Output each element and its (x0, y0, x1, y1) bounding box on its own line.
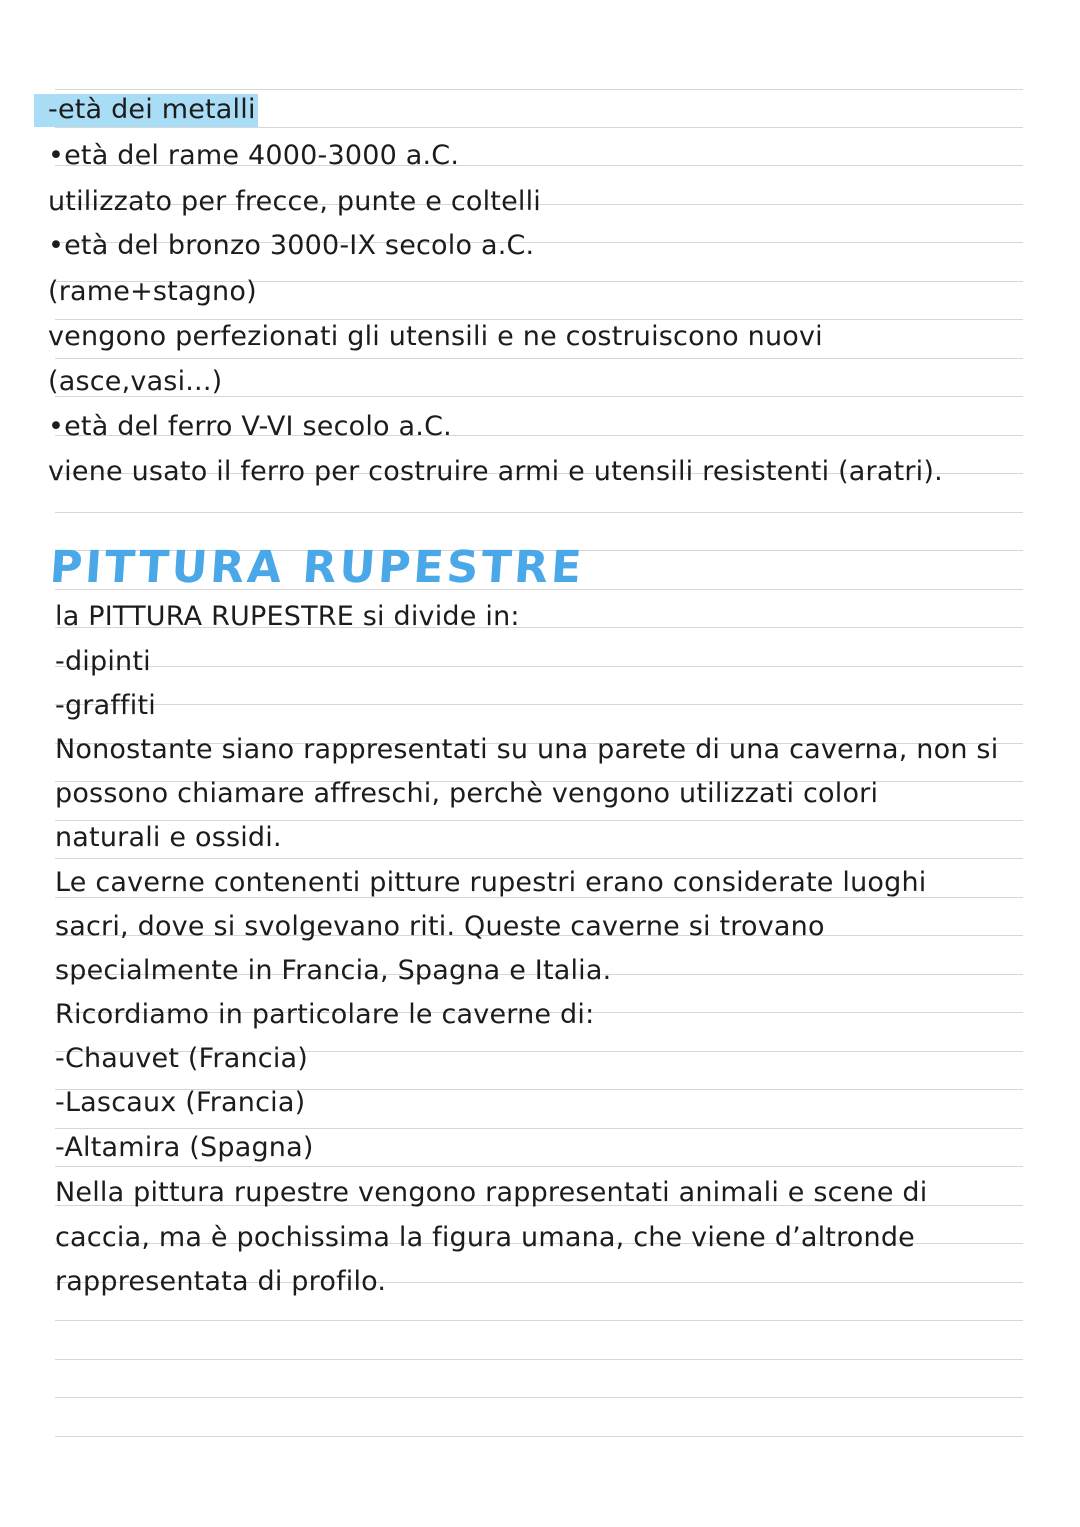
section-heading-pittura-rupestre: PITTURA RUPESTRE (48, 542, 587, 593)
metals-line: utilizzato per frecce, punte e coltelli (48, 186, 542, 217)
metals-title-highlight: -età dei metalli (34, 94, 258, 127)
rock-painting-line: -Altamira (Spagna) (55, 1132, 314, 1163)
ruled-line (55, 704, 1023, 705)
rock-painting-line: naturali e ossidi. (55, 822, 282, 853)
rock-painting-line: -Lascaux (Francia) (55, 1087, 306, 1118)
ruled-line (55, 858, 1023, 859)
ruled-line (55, 89, 1023, 90)
metals-line: •età del rame 4000-3000 a.C. (48, 140, 460, 171)
rock-painting-line: specialmente in Francia, Spagna e Italia. (55, 955, 612, 986)
metals-line: viene usato il ferro per costruire armi e utensili resistenti (aratri). (48, 456, 943, 487)
ruled-line (55, 1359, 1023, 1360)
ruled-line (55, 1320, 1023, 1321)
rock-painting-line: caccia, ma è pochissima la figura umana, che viene d’altronde (55, 1222, 915, 1253)
rock-painting-line: rappresentata di profilo. (55, 1266, 387, 1297)
rock-painting-line: Le caverne contenenti pitture rupestri erano considerate luoghi (55, 867, 927, 898)
ruled-line (55, 1436, 1023, 1437)
ruled-line (55, 127, 1023, 128)
metals-line: •età del ferro V-VI secolo a.C. (48, 411, 452, 442)
ruled-line (55, 1166, 1023, 1167)
rock-painting-line: -Chauvet (Francia) (55, 1043, 309, 1074)
metals-line: vengono perfezionati gli utensili e ne costruiscono nuovi (48, 321, 823, 352)
metals-line: (asce,vasi...) (48, 366, 223, 397)
rock-painting-line: possono chiamare affreschi, perchè vengono utilizzati colori (55, 778, 879, 809)
rock-painting-line: Nonostante siano rappresentati su una parete di una caverna, non si (55, 734, 999, 765)
metals-line: (rame+stagno) (48, 276, 257, 307)
metals-line: •età del bronzo 3000-IX secolo a.C. (48, 230, 535, 261)
rock-painting-line: -dipinti (55, 646, 151, 677)
rock-painting-line: la PITTURA RUPESTRE si divide in: (55, 601, 520, 632)
ruled-line (55, 666, 1023, 667)
rock-painting-line: -graffiti (55, 690, 156, 721)
ruled-line (55, 358, 1023, 359)
ruled-line (55, 1128, 1023, 1129)
ruled-line (55, 512, 1023, 513)
ruled-line (55, 1397, 1023, 1398)
rock-painting-line: Ricordiamo in particolare le caverne di: (55, 999, 595, 1030)
metals-title (48, 93, 258, 127)
rock-painting-line: Nella pittura rupestre vengono rappresentati animali e scene di (55, 1177, 928, 1208)
rock-painting-line: sacri, dove si svolgevano riti. Queste caverne si trovano (55, 911, 825, 942)
